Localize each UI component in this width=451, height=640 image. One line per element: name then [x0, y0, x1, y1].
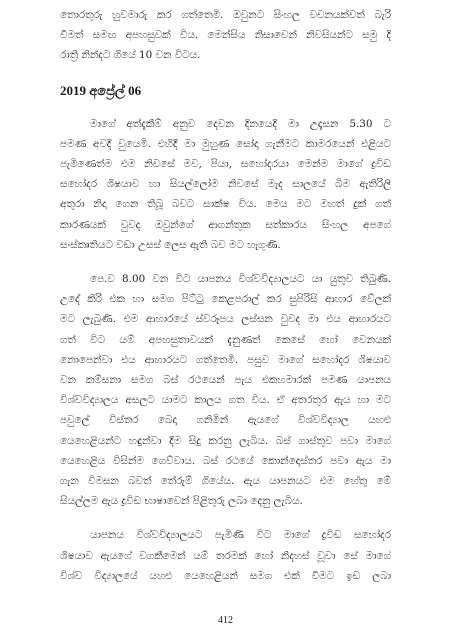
- paragraph-3-line-7: විශ්වවිද්‍යාලය අසලට යාමට කාලය ගත විය. ඒ අතරතුර ඇය හා මට: [60, 394, 391, 407]
- paragraph-2-line-1: මාගේ අත්දැකීම් අනුව දෙවන දිනයෙදි මා උදෑසන 5.30 ට: [90, 117, 391, 130]
- paragraph-1-line-3: රාත්‍රි නින්දට ගියේ 10 වන විටය.: [60, 49, 201, 62]
- paragraph-3-line-3: මට ලැබුණි. එම ආහාරයේ ස්වරූපය ලස්සන වුවද මා එය ආහාරයට: [60, 313, 391, 326]
- paragraph-3-line-11: ගැන විමසන බවත් තේරුම් ගියේය. ඇය යාපනයට එම හේතු මේ: [60, 475, 391, 487]
- paragraph-3-line-8: පවුලේ විස්තර බෙදා ගනිමින් ඇයගේ විශ්වවිද්‍යාල යහළු: [60, 414, 391, 427]
- paragraph-3-line-10: යෙහෙළිය විසින්ම ගෙව්වාය. බස් රථයේ කොන්දොස්තර පවා ඇය මා: [60, 454, 391, 467]
- paragraph-3-line-4: ගත් විට යම් අපහසුතාවයක් දැනුණත් කෙසේ හෝ වෙනයක්: [60, 333, 391, 346]
- paragraph-1-line-1: තොරතුරු හුවමාරු කර ගත්තෙමි. ඔවුනට සිංහල වචනයක්වත් බැරි: [60, 9, 391, 21]
- paragraph-2-line-6: කාරණයක් වුවද ඔවුන්ගේ ආගන්තුක සත්කාරය සිංහල අපගේ: [60, 218, 391, 231]
- paragraph-2-line-3: පැමිණෙත්ම එම නිවසේ මව, පියා, සහෝදරයා මෙන්ම මාගේ ද්‍රවිඩ: [60, 158, 391, 170]
- paragraph-3-line-2: උදේ කිරි එක හා සමග පිට්ටු කෙළපරාල් කර සුපිරිසි ආහාර වේලක්: [60, 293, 391, 306]
- date-heading: 2019 අප්‍රේල් 06: [60, 82, 142, 98]
- paragraph-3-line-5: නොපෙන්වා එය ආහාරයට ගත්තෙමි. පසුව මාගේ සහෝදර ශිෂයාව: [60, 353, 391, 366]
- paragraph-4-line-2: ශිෂයාව ඇයගේ වගකීමෙන් යම් තරමක් හෝ නිදහස් වූවා සේ මාගේ: [60, 549, 391, 562]
- paragraph-4-line-3: විශ්ව විද්‍යාලයේ යහළු යෙහෙළියන් සමග එක් වීමට ඉඩ ලබා: [60, 569, 391, 582]
- paragraph-4-line-1: යාපනය විශ්වවිද්‍යාලයට පැමිණි විට මාගේ ද්‍රවිඩ සහෝදර: [90, 529, 391, 542]
- paragraph-2-line-4: සහෝදර ශිෂයාව හා සියල්ලෝම නිවසේ මැද සාලයේ බිම ඇතිරිලි: [60, 178, 391, 191]
- paragraph-3-line-6: වන කම්සනා සමග බස් රථයෙන් පැය එකහමාරක් පමණ යාපනය: [60, 374, 391, 386]
- paragraph-3-line-1: පෙ.ව 8.00 වන විට යාපනය විශ්වවිද්‍යාලයට යා යුතුව තිබුණි.: [90, 273, 391, 285]
- page-number: 412: [218, 615, 233, 626]
- paragraph-2-line-5: අතුරා නිදා ගෙන තිබූ බවට සාක්ෂ විය. මෙය මට මහත් දුක් ගත්: [60, 198, 391, 211]
- paragraph-1-line-2: වීමත් සමඟ අපහසුවක් විය. මෙන්සිය නිසාවෙන් නිවසියන්ට සමු දි: [60, 29, 391, 42]
- paragraph-2-line-2: පමණ අවදි වුයෙමි. එහිදී මා මුහුණ සෝදා ගැනීමට කාමරයෙන් එළියට: [60, 137, 391, 150]
- paragraph-3-line-9: යෙහෙළියන්ට හඳුන්වා දීම සිදු කරනු ලැබිය. බස් ගාස්තුව පවා මාගේ: [60, 434, 391, 447]
- paragraph-2-line-7: සංස්කෘතියට වඩා උසස් ලෙස ඇති බව මට හැගුණි.: [60, 238, 281, 251]
- paragraph-3-line-12: සියල්ලම ඇය ද්‍රවිඩ භාෂාවෙන් පිළිතුරු ලබා දෙනු ලැබිය.: [60, 495, 303, 508]
